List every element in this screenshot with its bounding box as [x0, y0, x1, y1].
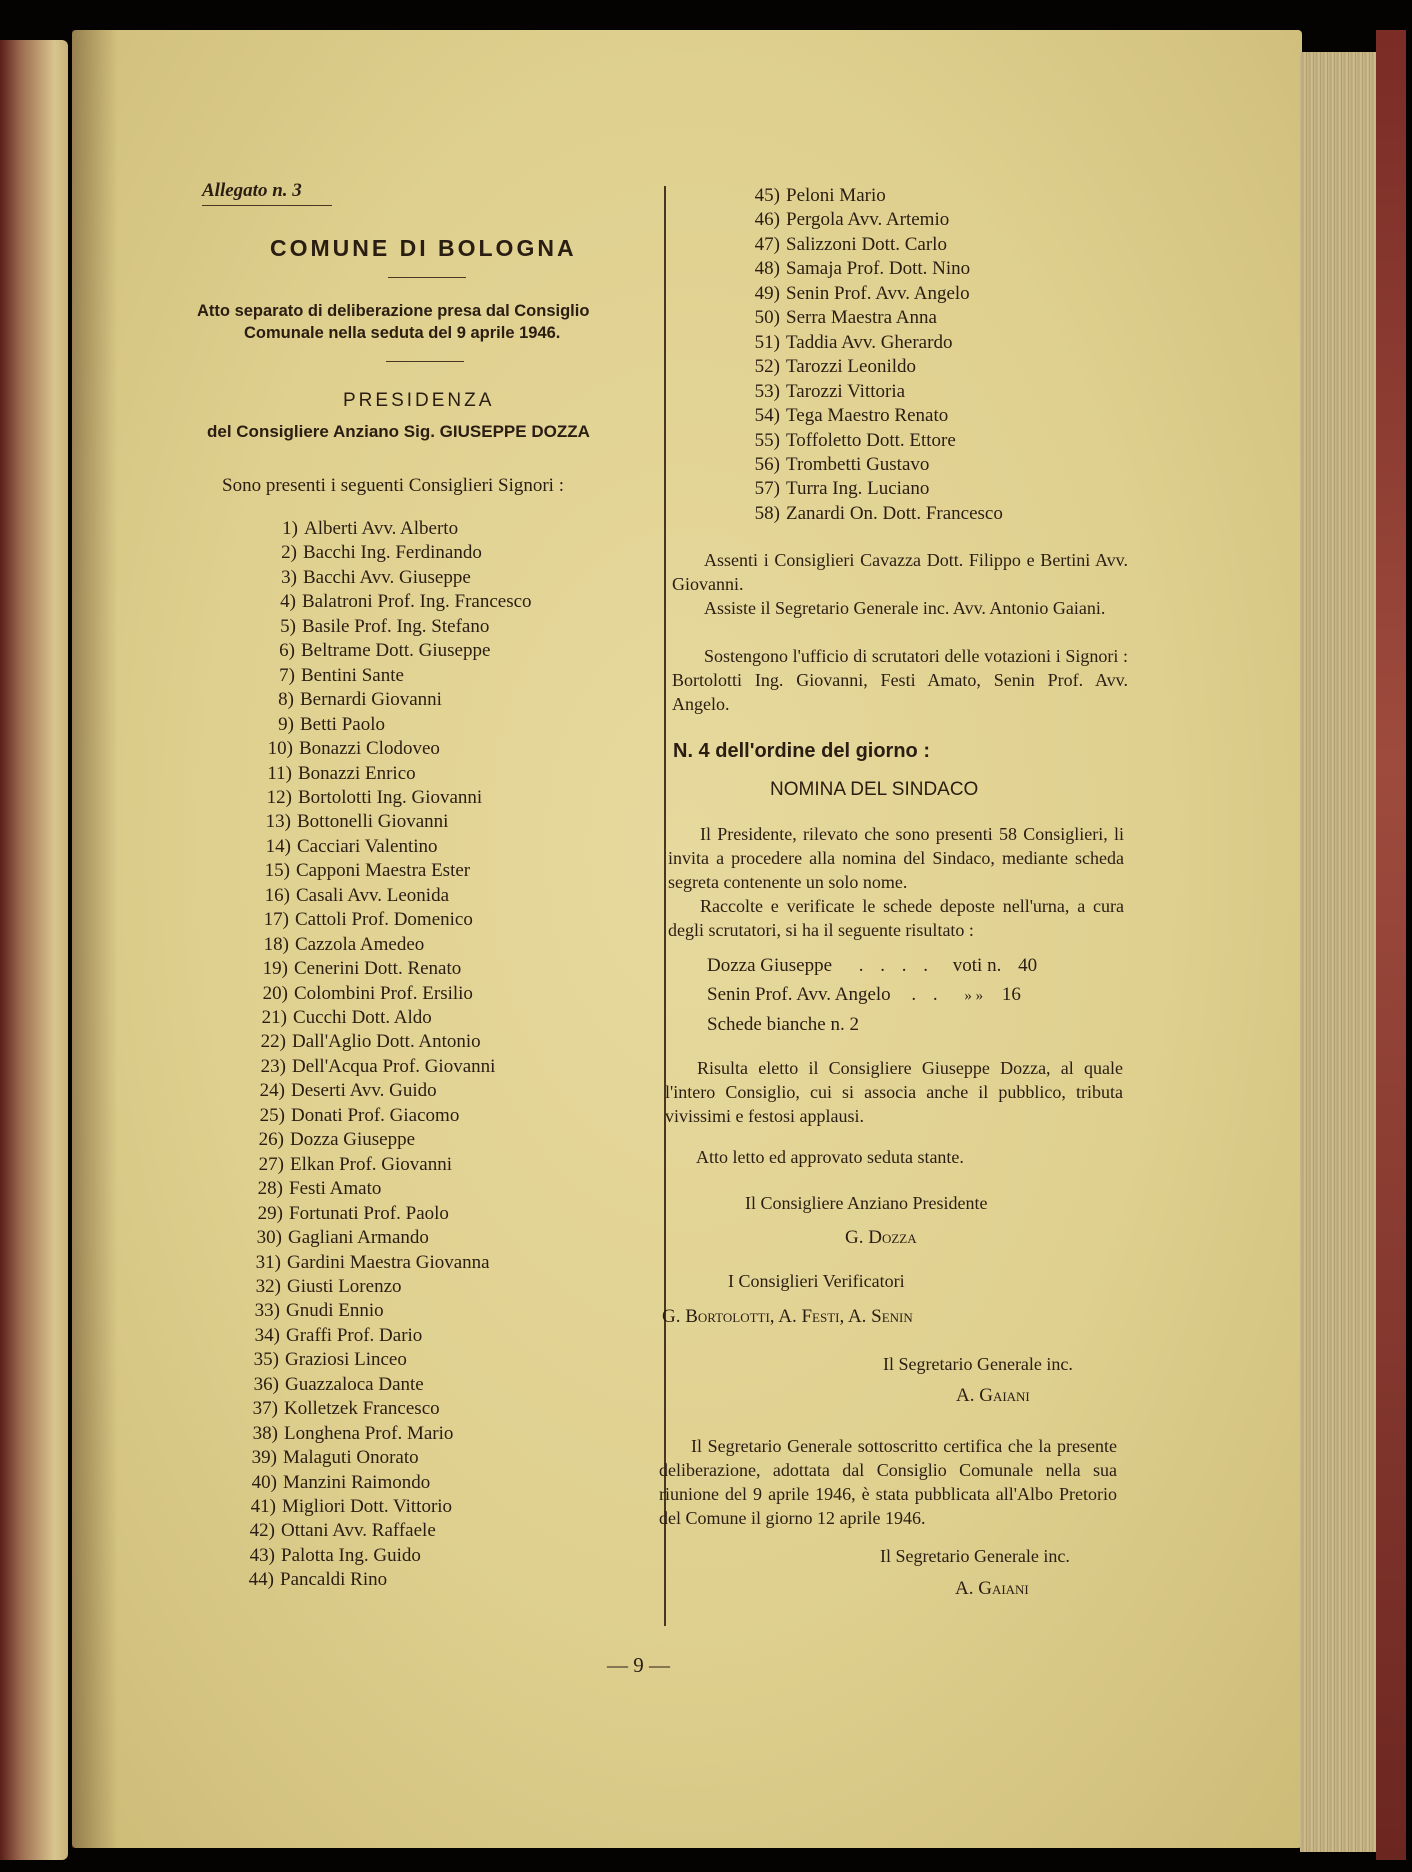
allegato-label: Allegato n. 3 [202, 180, 302, 201]
member-number: 16) [264, 884, 290, 906]
member-name: Longhena Prof. Mario [284, 1422, 454, 1444]
member-number: 13) [265, 811, 291, 833]
member-item [734, 430, 956, 452]
member-number: 51) [754, 331, 780, 353]
result-name: Dozza Giuseppe [707, 955, 833, 976]
member-name: Alberti Avv. Alberto [304, 518, 459, 539]
member-name: Basile Prof. Ing. Stefano [302, 615, 490, 637]
member-number: 53) [754, 380, 780, 402]
comune-title: COMUNE DI BOLOGNA [270, 235, 577, 261]
member-name: Gagliani Armando [288, 1227, 429, 1249]
member-number: 5) [280, 615, 296, 637]
member-item [231, 1472, 430, 1494]
divider-1 [388, 277, 466, 278]
member-number: 36) [253, 1373, 279, 1395]
member-item [734, 234, 947, 256]
result-label: voti n. [952, 955, 1002, 976]
member-item [243, 934, 424, 956]
member-item [233, 1349, 407, 1371]
certifica-paragraph: Il Segretario Generale sottoscritto certifica che la presente deliberazione, adottata dal Consiglio Comunale nella sua riunione del 9 aprile 1946, è stata pubblicata all'Albo Pretorio del Comune il giorno 12 aprile 1946. [659, 1436, 1117, 1528]
member-name: Malaguti Onorato [283, 1447, 419, 1469]
member-name: Bacchi Avv. Giuseppe [303, 566, 471, 588]
signature-verificatori: G. Bortolotti, A. Festi, A. Senin [662, 1306, 913, 1327]
member-item [734, 258, 970, 280]
member-name: Bonazzi Enrico [298, 762, 416, 784]
result-value: 16 [1001, 984, 1021, 1005]
presidente-line: del Consigliere Anziano Sig. GIUSEPPE DOZZA [207, 422, 590, 441]
signature-gaiani-1: A. Gaiani [956, 1385, 1030, 1406]
member-name: Bortolotti Ing. Giovanni [298, 786, 483, 808]
member-number: 15) [264, 860, 290, 882]
member-name: Cucchi Dott. Aldo [293, 1007, 432, 1028]
member-item [734, 283, 970, 305]
member-name: Samaja Prof. Dott. Nino [786, 258, 971, 280]
member-item [240, 1031, 481, 1053]
segretario-label-1: Il Segretario Generale inc. [883, 1354, 1073, 1374]
member-number: 18) [263, 933, 289, 955]
member-number: 25) [259, 1104, 285, 1126]
member-number: 44) [248, 1569, 274, 1591]
member-item [249, 640, 490, 662]
member-item [233, 1374, 424, 1396]
result-name: Senin Prof. Avv. Angelo [707, 984, 891, 1005]
member-item [240, 1056, 495, 1078]
member-name: Gardini Maestra Giovanna [287, 1251, 490, 1273]
member-number: 37) [252, 1398, 278, 1420]
member-name: Serra Maestra Anna [786, 307, 937, 329]
member-item [734, 478, 929, 500]
member-number: 19) [262, 958, 288, 980]
member-number: 2) [281, 542, 297, 564]
allegato-underline [202, 205, 332, 206]
member-number: 54) [754, 405, 780, 427]
member-name: Donati Prof. Giacomo [291, 1104, 460, 1126]
member-name: Salizzoni Dott. Carlo [786, 233, 947, 255]
member-name: Bernardi Giovanni [300, 689, 442, 711]
member-item [734, 356, 916, 378]
member-number: 27) [258, 1153, 284, 1175]
member-item [734, 209, 949, 231]
member-item [236, 1227, 429, 1249]
member-item [249, 665, 404, 687]
member-number: 45) [754, 185, 780, 206]
member-number: 56) [754, 453, 780, 475]
member-number: 14) [265, 835, 291, 857]
signature-dozza: G. Dozza [845, 1227, 917, 1248]
result-dots: . . . . [858, 955, 935, 976]
member-item [241, 1007, 432, 1029]
member-name: Tega Maestro Renato [786, 405, 949, 427]
member-number: 48) [754, 258, 780, 280]
member-name: Bottonelli Giovanni [297, 811, 449, 833]
member-item [250, 616, 489, 638]
member-number: 41) [250, 1496, 276, 1517]
member-number: 43) [249, 1544, 275, 1566]
member-name: Zanardi On. Dott. Francesco [786, 502, 1003, 524]
member-name: Deserti Avv. Guido [291, 1080, 437, 1102]
member-name: Kolletzek Francesco [284, 1398, 440, 1420]
member-item [245, 836, 438, 858]
presenti-intro: Sono presenti i seguenti Consiglieri Signori : [222, 475, 564, 496]
member-number: 21) [261, 1007, 287, 1028]
member-name: Bentini Sante [301, 664, 404, 686]
member-item [239, 1105, 459, 1127]
risulta-paragraph: Risulta eletto il Consigliere Giuseppe Dozza, al quale l'intero Consiglio, cui si associa anche il pubblico, tributa vivissimi e festosi applausi. [665, 1058, 1123, 1126]
member-number: 38) [252, 1422, 278, 1444]
member-number: 40) [251, 1471, 277, 1493]
member-item [244, 885, 449, 907]
member-number: 22) [260, 1031, 286, 1053]
member-name: Pergola Avv. Artemio [786, 209, 950, 231]
member-number: 4) [280, 591, 296, 613]
member-number: 49) [754, 282, 780, 304]
member-name: Graffi Prof. Dario [286, 1324, 423, 1346]
member-item [734, 454, 929, 476]
member-number: 55) [754, 429, 780, 451]
member-item [242, 983, 473, 1005]
member-name: Graziosi Linceo [285, 1349, 407, 1371]
verificatori-label: I Consiglieri Verificatori [728, 1271, 905, 1291]
member-name: Elkan Prof. Giovanni [290, 1153, 453, 1175]
member-name: Tarozzi Leonildo [786, 356, 917, 378]
member-item [252, 518, 458, 540]
member-number: 12) [266, 786, 292, 808]
member-name: Cazzola Amedeo [295, 933, 425, 955]
member-name: Capponi Maestra Ester [296, 860, 471, 882]
member-item [238, 1154, 452, 1176]
member-number: 11) [267, 762, 292, 784]
member-name: Gnudi Ennio [286, 1300, 384, 1322]
schede-bianche: Schede bianche n. 2 [707, 1014, 859, 1035]
member-item [238, 1129, 415, 1151]
member-item [734, 307, 937, 329]
member-item [234, 1300, 384, 1322]
atto-line-2: Comunale nella seduta del 9 aprile 1946. [244, 324, 561, 342]
member-name: Balatroni Prof. Ing. Francesco [302, 591, 532, 613]
result-dozza [707, 955, 1037, 977]
assenti-paragraph: Assenti i Consiglieri Cavazza Dott. Filippo e Bertini Avv. Giovanni. [672, 550, 1128, 594]
member-number: 17) [263, 909, 289, 931]
member-name: Bonazzi Clodoveo [299, 738, 440, 760]
member-item [234, 1325, 422, 1347]
member-name: Migliori Dott. Vittorio [282, 1496, 453, 1517]
member-item [247, 738, 440, 760]
member-name: Dozza Giuseppe [290, 1129, 416, 1151]
member-number: 57) [754, 478, 780, 500]
member-item [237, 1203, 449, 1225]
member-item [246, 787, 482, 809]
member-name: Turra Ing. Luciano [786, 478, 930, 500]
member-name: Bacchi Ing. Ferdinando [303, 542, 482, 564]
member-number: 46) [754, 209, 780, 231]
segretario-label-2: Il Segretario Generale inc. [880, 1546, 1070, 1566]
member-name: Fortunati Prof. Paolo [289, 1202, 449, 1224]
member-item [734, 503, 1003, 525]
member-item [734, 381, 905, 403]
book-cover-edge [1376, 30, 1406, 1860]
member-item [250, 591, 532, 613]
member-number: 7) [279, 664, 295, 686]
page-number: — 9 — [607, 1653, 670, 1677]
member-item [237, 1178, 381, 1200]
scrutatori-paragraph: Sostengono l'ufficio di scrutatori delle votazioni i Signori : Bortolotti Ing. Giovanni, Festi Amato, Senin Prof. Avv. Angelo. [672, 646, 1128, 714]
member-item [734, 185, 886, 207]
assiste-paragraph: Assiste il Segretario Generale inc. Avv. Antonio Gaiani. [704, 598, 1106, 618]
atto-letto: Atto letto ed approvato seduta stante. [696, 1147, 964, 1167]
member-number: 28) [257, 1178, 283, 1200]
member-name: Peloni Mario [786, 185, 886, 206]
member-item [235, 1252, 490, 1274]
member-name: Dell'Acqua Prof. Giovanni [292, 1055, 496, 1077]
member-name: Senin Prof. Avv. Angelo [786, 282, 970, 304]
member-name: Festi Amato [289, 1178, 382, 1200]
member-name: Colombini Prof. Ersilio [294, 982, 473, 1004]
result-senin [707, 984, 1021, 1006]
member-number: 26) [258, 1129, 284, 1151]
member-number: 31) [255, 1251, 281, 1273]
member-number: 50) [754, 307, 780, 329]
member-number: 23) [260, 1055, 286, 1077]
nomina-heading: NOMINA DEL SINDACO [770, 779, 979, 800]
member-number: 10) [267, 738, 293, 760]
member-number: 35) [253, 1349, 279, 1371]
member-item [734, 332, 952, 354]
member-name: Trombetti Gustavo [786, 453, 930, 475]
member-name: Taddia Avv. Gherardo [786, 331, 953, 353]
member-number: 39) [251, 1447, 277, 1469]
member-number: 32) [255, 1275, 281, 1297]
member-name: Cacciari Valentino [297, 835, 438, 857]
member-number: 52) [754, 356, 780, 378]
member-item [229, 1545, 421, 1567]
presidenza-heading: PRESIDENZA [343, 390, 495, 411]
member-name: Dall'Aglio Dott. Antonio [292, 1031, 481, 1053]
member-number: 30) [256, 1227, 282, 1249]
presidente-paragraph: Il Presidente, rilevato che sono presenti 58 Consiglieri, li invita a procedere alla nomina del Sindaco, mediante scheda segreta contenente un solo nome. [668, 824, 1124, 892]
member-number: 33) [254, 1300, 280, 1322]
member-item [244, 860, 470, 882]
member-item [246, 763, 416, 785]
member-item [251, 542, 482, 564]
ordine-heading: N. 4 dell'ordine del giorno : [673, 740, 930, 762]
member-number: 8) [278, 689, 294, 711]
page-stack-edge [1300, 52, 1376, 1852]
member-item [228, 1569, 387, 1591]
member-number: 9) [278, 713, 294, 735]
member-name: Guazzaloca Dante [285, 1373, 424, 1395]
member-item [734, 405, 948, 427]
member-item [230, 1496, 452, 1518]
member-name: Casali Avv. Leonida [296, 884, 450, 906]
member-item [239, 1080, 437, 1102]
member-number: 20) [262, 982, 288, 1004]
member-item [243, 909, 473, 931]
member-number: 24) [259, 1080, 285, 1102]
result-label: » » [964, 988, 984, 1004]
raccolte-paragraph: Raccolte e verificate le schede deposte nell'urna, a cura degli scrutatori, si ha il seguente risultato : [668, 896, 1124, 940]
member-item [232, 1423, 453, 1445]
signature-gaiani-2: A. Gaiani [955, 1578, 1029, 1599]
result-value: 40 [1018, 955, 1038, 976]
member-name: Betti Paolo [300, 713, 385, 735]
member-name: Cenerini Dott. Renato [294, 958, 462, 980]
member-name: Giusti Lorenzo [287, 1275, 402, 1297]
member-name: Pancaldi Rino [280, 1569, 388, 1591]
member-item [242, 958, 461, 980]
member-name: Toffoletto Dott. Ettore [786, 429, 956, 451]
member-number: 47) [754, 233, 780, 255]
member-item [248, 714, 385, 736]
member-item [235, 1276, 402, 1298]
consigliere-anziano: Il Consigliere Anziano Presidente [745, 1193, 988, 1213]
member-number: 3) [281, 566, 297, 588]
left-page-edge [0, 40, 68, 1860]
member-name: Palotta Ing. Guido [281, 1544, 421, 1566]
column-divider [664, 186, 666, 1626]
member-name: Tarozzi Vittoria [786, 380, 906, 402]
member-number: 29) [257, 1202, 283, 1224]
divider-2 [386, 361, 464, 362]
member-item [232, 1398, 440, 1420]
result-dots: . . [911, 984, 944, 1005]
member-number: 42) [249, 1520, 275, 1542]
member-number: 34) [254, 1324, 280, 1346]
member-number: 6) [279, 640, 295, 662]
member-number: 58) [754, 502, 780, 524]
member-name: Beltrame Dott. Giuseppe [301, 640, 491, 662]
member-item [229, 1520, 436, 1542]
member-name: Cattoli Prof. Domenico [295, 909, 473, 931]
member-item [245, 811, 448, 833]
member-item [248, 689, 442, 711]
atto-line-1: Atto separato di deliberazione presa dal Consiglio [197, 302, 590, 320]
member-item [231, 1447, 419, 1469]
member-name: Ottani Avv. Raffaele [281, 1520, 436, 1542]
member-number: 1) [282, 518, 298, 539]
member-name: Manzini Raimondo [283, 1471, 431, 1493]
member-item [251, 567, 471, 589]
